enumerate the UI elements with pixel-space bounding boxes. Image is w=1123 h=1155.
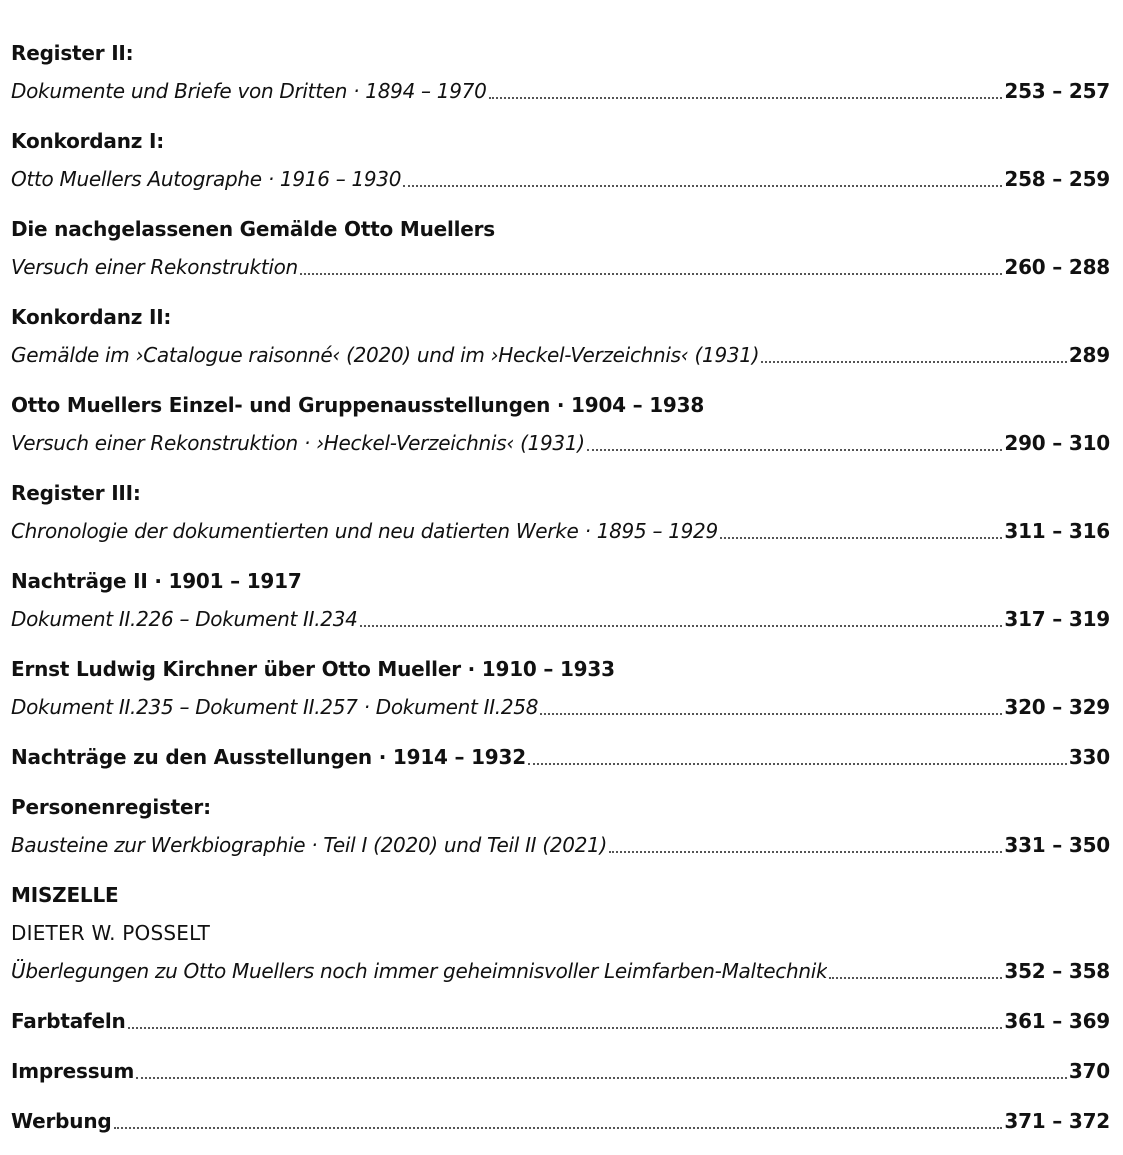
entry-heading: Otto Muellers Einzel- und Gruppenausstellungen · 1904 – 1938 xyxy=(11,393,705,417)
page-range: 361 – 369 xyxy=(1004,1009,1110,1033)
toc-entry-miszelle xyxy=(11,876,1110,990)
page-range: 330 xyxy=(1068,745,1110,769)
entry-subtitle: Dokument II.235 – Dokument II.257 · Dokument II.258 xyxy=(11,695,539,719)
entry-heading: Nachträge II · 1901 – 1917 xyxy=(11,569,302,593)
dot-leader xyxy=(540,712,1002,715)
entry-heading: Register III: xyxy=(11,481,141,505)
entry-subtitle-line[interactable] xyxy=(11,512,1110,550)
entry-subtitle-line[interactable] xyxy=(11,336,1110,374)
entry-subtitle-line[interactable] xyxy=(11,826,1110,864)
page-range: 311 – 316 xyxy=(1004,519,1110,543)
page-range: 290 – 310 xyxy=(1004,431,1110,455)
toc-entry-register-ii xyxy=(11,34,1110,110)
entry-subtitle-line[interactable] xyxy=(11,600,1110,638)
entry-subtitle-line[interactable] xyxy=(11,688,1110,726)
page-range: 352 – 358 xyxy=(1004,959,1110,983)
dot-leader xyxy=(489,96,1003,99)
dot-leader xyxy=(587,448,1003,451)
entry-heading-line[interactable] xyxy=(11,1052,1110,1090)
dot-leader xyxy=(761,360,1067,363)
dot-leader xyxy=(528,762,1067,765)
entry-subtitle: Dokument II.226 – Dokument II.234 xyxy=(11,607,358,631)
entry-subtitle: Gemälde im ›Catalogue raisonné‹ (2020) und im ›Heckel-Verzeichnis‹ (1931) xyxy=(11,343,760,367)
entry-heading: MISZELLE xyxy=(11,883,119,907)
entry-heading: Farbtafeln xyxy=(11,1009,126,1033)
toc-entry-konkordanz-ii xyxy=(11,298,1110,374)
dot-leader xyxy=(128,1026,1003,1029)
entry-subtitle: Dokumente und Briefe von Dritten · 1894 – 1970 xyxy=(11,79,487,103)
entry-heading-line[interactable] xyxy=(11,1102,1110,1140)
toc-entry-werbung xyxy=(11,1102,1110,1140)
dot-leader xyxy=(403,184,1002,187)
entry-heading: Ernst Ludwig Kirchner über Otto Mueller · 1910 – 1933 xyxy=(11,657,615,681)
entry-heading: Konkordanz II: xyxy=(11,305,172,329)
dot-leader xyxy=(136,1076,1067,1079)
toc-entry-impressum xyxy=(11,1052,1110,1090)
entry-heading: Impressum xyxy=(11,1059,135,1083)
page-range: 258 – 259 xyxy=(1004,167,1110,191)
entry-heading-line[interactable] xyxy=(11,1002,1110,1040)
dot-leader xyxy=(829,976,1002,979)
entry-heading-line[interactable] xyxy=(11,738,1110,776)
entry-author: DIETER W. POSSELT xyxy=(11,921,211,945)
table-of-contents xyxy=(11,34,1110,1140)
dot-leader xyxy=(300,272,1002,275)
dot-leader xyxy=(360,624,1003,627)
entry-heading: Nachträge zu den Ausstellungen · 1914 – 1932 xyxy=(11,745,526,769)
page-range: 289 xyxy=(1068,343,1110,367)
dot-leader xyxy=(609,850,1002,853)
toc-entry-kirchner xyxy=(11,650,1110,726)
toc-entry-ausstellungen xyxy=(11,386,1110,462)
toc-entry-konkordanz-i xyxy=(11,122,1110,198)
entry-subtitle: Bausteine zur Werkbiographie · Teil I (2020) und Teil II (2021) xyxy=(11,833,608,857)
dot-leader xyxy=(720,536,1002,539)
entry-subtitle: Chronologie der dokumentierten und neu datierten Werke · 1895 – 1929 xyxy=(11,519,718,543)
toc-entry-register-iii xyxy=(11,474,1110,550)
dot-leader xyxy=(114,1126,1003,1129)
page-range: 260 – 288 xyxy=(1004,255,1110,279)
entry-heading: Die nachgelassenen Gemälde Otto Muellers xyxy=(11,217,496,241)
entry-heading: Konkordanz I: xyxy=(11,129,164,153)
toc-entry-nachgelassene-gemaelde xyxy=(11,210,1110,286)
toc-entry-nachtraege-ii xyxy=(11,562,1110,638)
page-range: 320 – 329 xyxy=(1004,695,1110,719)
entry-subtitle-line[interactable] xyxy=(11,160,1110,198)
entry-subtitle: Überlegungen zu Otto Muellers noch immer geheimnisvoller Leimfarben-Maltechnik xyxy=(11,959,828,983)
page-range: 371 – 372 xyxy=(1004,1109,1110,1133)
entry-heading: Register II: xyxy=(11,41,134,65)
entry-subtitle-line[interactable] xyxy=(11,424,1110,462)
entry-heading: Personenregister: xyxy=(11,795,211,819)
toc-entry-farbtafeln xyxy=(11,1002,1110,1040)
entry-subtitle: Versuch einer Rekonstruktion · ›Heckel-Verzeichnis‹ (1931) xyxy=(11,431,585,455)
toc-entry-nachtraege-ausstellungen xyxy=(11,738,1110,776)
toc-entry-personenregister xyxy=(11,788,1110,864)
page-range: 370 xyxy=(1068,1059,1110,1083)
entry-subtitle-line[interactable] xyxy=(11,248,1110,286)
page-range: 253 – 257 xyxy=(1004,79,1110,103)
entry-subtitle: Otto Muellers Autographe · 1916 – 1930 xyxy=(11,167,402,191)
page-range: 317 – 319 xyxy=(1004,607,1110,631)
entry-heading: Werbung xyxy=(11,1109,112,1133)
entry-subtitle-line[interactable] xyxy=(11,72,1110,110)
entry-subtitle: Versuch einer Rekonstruktion xyxy=(11,255,298,279)
entry-subtitle-line[interactable] xyxy=(11,952,1110,990)
page-range: 331 – 350 xyxy=(1004,833,1110,857)
